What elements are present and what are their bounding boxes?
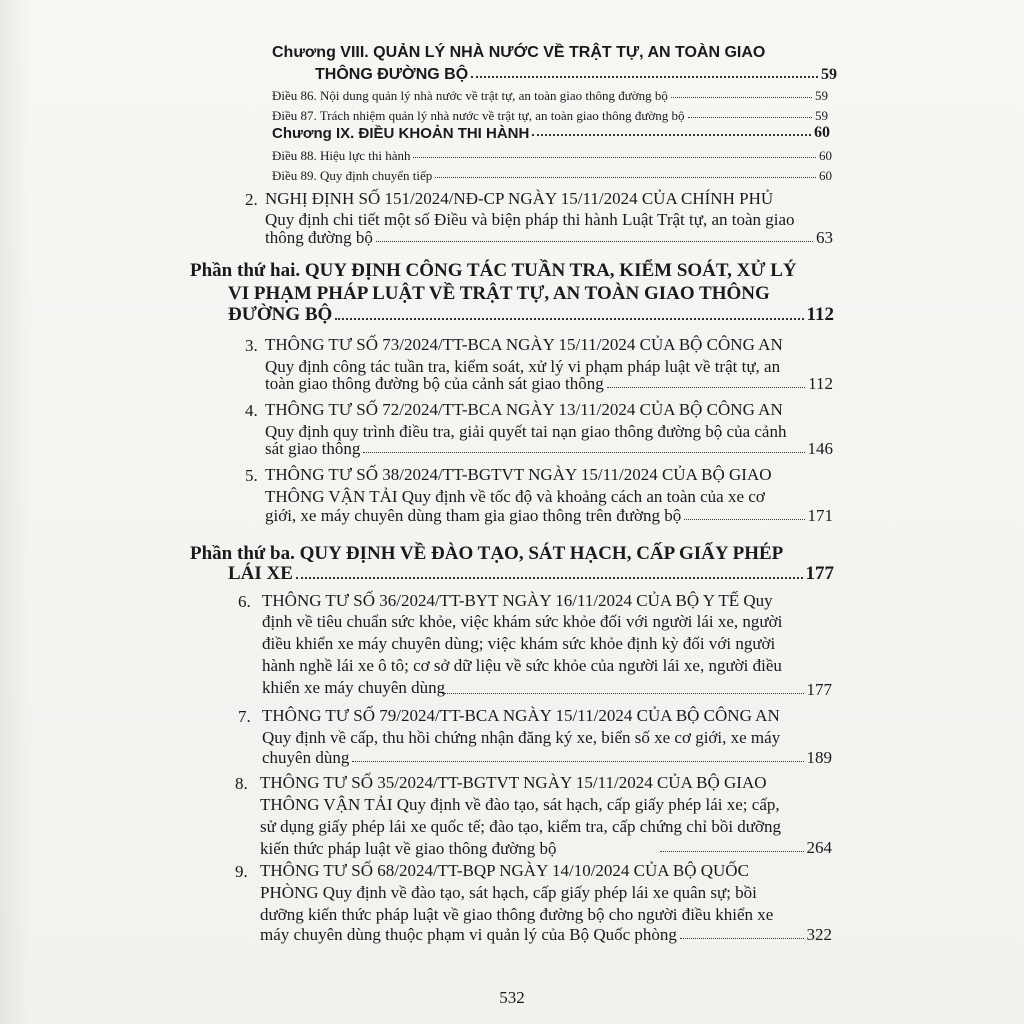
entry-line: THÔNG TƯ SỐ 73/2024/TT-BCA NGÀY 15/11/2024 CỦA BỘ CÔNG AN (265, 335, 783, 354)
part-two-line: Phần thứ hai. QUY ĐỊNH CÔNG TÁC TUẦN TRA, KIỂM SOÁT, XỬ LÝ (190, 260, 797, 281)
entry-page: 177 (806, 680, 832, 699)
entry-number: 3. (245, 336, 258, 355)
entry-line: khiển xe máy chuyên dùng (262, 678, 446, 697)
entry-line: THÔNG VẬN TẢI Quy định về tốc độ và khoảng cách an toàn của xe cơ (265, 487, 765, 506)
entry-number: 4. (245, 401, 258, 420)
chapter-ix-page: 60 (814, 124, 830, 141)
entry-page: 171 (807, 506, 833, 525)
entry-line: định về tiêu chuẩn sức khỏe, việc khám sức khỏe đối với người lái xe, người (262, 612, 783, 631)
entry-number: 7. (238, 707, 251, 726)
entry-line: THÔNG TƯ SỐ 72/2024/TT-BCA NGÀY 13/11/2024 CỦA BỘ CÔNG AN (265, 400, 783, 419)
article-86-text: Điều 86. Nội dung quản lý nhà nước về trật tự, an toàn giao thông đường bộ (272, 88, 668, 103)
entry-line: PHÒNG Quy định về đào tạo, sát hạch, cấp giấy phép lái xe quân sự; bồi (260, 883, 757, 902)
entry-line: THÔNG TƯ SỐ 38/2024/TT-BGTVT NGÀY 15/11/2024 CỦA BỘ GIAO (265, 465, 772, 484)
chapter-viii-row[interactable] (315, 66, 837, 84)
entry-line: Quy định về cấp, thu hồi chứng nhận đăng ký xe, biển số xe cơ giới, xe máy (262, 728, 781, 747)
entry-number: 9. (235, 862, 248, 881)
entry-last-line (265, 228, 833, 248)
entry-line: THÔNG TƯ SỐ 35/2024/TT-BGTVT NGÀY 15/11/2024 CỦA BỘ GIAO (260, 773, 767, 792)
article-86-row[interactable] (272, 88, 828, 104)
leader-dots (413, 157, 816, 158)
leader-dots (376, 241, 813, 242)
entry-line: sử dụng giấy phép lái xe quốc tế; đào tạo, kiểm tra, cấp chứng chỉ bồi dưỡng (260, 817, 781, 836)
leader-dots (335, 318, 803, 320)
entry-line: toàn giao thông đường bộ của cảnh sát giao thông (265, 374, 604, 393)
leader-dots (363, 452, 804, 453)
entry-page: 322 (806, 925, 832, 944)
leader-dots (680, 938, 804, 939)
chapter-ix-row[interactable] (272, 124, 830, 142)
leader-dots (296, 577, 803, 579)
entry-line: THÔNG TƯ SỐ 79/2024/TT-BCA NGÀY 15/11/2024 CỦA BỘ CÔNG AN (262, 706, 780, 725)
part-two-line: ĐƯỜNG BỘ (228, 304, 333, 325)
chapter-ix-title: Chương IX. ĐIỀU KHOẢN THI HÀNH (272, 125, 530, 142)
entry-last-line (265, 439, 833, 459)
leader-dots (471, 76, 818, 78)
entry-line: máy chuyên dùng thuộc phạm vi quản lý của Bộ Quốc phòng (260, 925, 677, 944)
article-89-row[interactable] (272, 168, 832, 184)
entry-number: 5. (245, 466, 258, 485)
entry-page: 112 (808, 374, 833, 393)
part-two-last-line (228, 304, 834, 326)
entry-line: sát giao thông (265, 439, 361, 458)
chapter-viii-title-cont: THÔNG ĐƯỜNG BỘ (315, 66, 469, 83)
part-three-page: 177 (805, 563, 834, 584)
entry-last-line (265, 506, 833, 526)
article-88-page: 60 (819, 148, 832, 163)
leader-dots (607, 387, 805, 388)
entry-page-line (260, 838, 832, 858)
article-89-page: 60 (819, 168, 832, 183)
article-89-text: Điều 89. Quy định chuyển tiếp (272, 168, 433, 183)
entry-line: THÔNG TƯ SỐ 36/2024/TT-BYT NGÀY 16/11/2024 CỦA BỘ Y TẾ Quy (262, 591, 773, 610)
leader-dots (532, 134, 811, 136)
entry-line: Quy định công tác tuần tra, kiểm soát, xử lý vi phạm pháp luật về trật tự, an (265, 357, 781, 376)
entry-line: Quy định quy trình điều tra, giải quyết tai nạn giao thông đường bộ của cảnh (265, 422, 787, 441)
part-three-line: Phần thứ ba. QUY ĐỊNH VỀ ĐÀO TẠO, SÁT HẠCH, CẤP GIẤY PHÉP (190, 543, 784, 564)
entry-line: chuyên dùng (262, 748, 350, 767)
entry-line: NGHỊ ĐỊNH SỐ 151/2024/NĐ-CP NGÀY 15/11/2024 CỦA CHÍNH PHỦ (265, 189, 774, 208)
entry-line: điều khiển xe máy chuyên dùng; việc khám sức khỏe định kỳ đối với người (262, 634, 776, 653)
entry-last-line (260, 925, 832, 945)
entry-page: 63 (816, 228, 833, 247)
entry-line: Quy định chi tiết một số Điều và biện pháp thi hành Luật Trật tự, an toàn giao (265, 210, 795, 229)
entry-number: 8. (235, 774, 248, 793)
leader-dots (442, 693, 804, 694)
entry-line: THÔNG VẬN TẢI Quy định về đào tạo, sát hạch, cấp giấy phép lái xe; cấp, (260, 795, 780, 814)
entry-line: kiến thức pháp luật về giao thông đường bộ (260, 839, 557, 858)
article-87-text: Điều 87. Trách nhiệm quản lý nhà nước về trật tự, an toàn giao thông đường bộ (272, 108, 685, 123)
leader-dots (688, 117, 812, 118)
entry-page-line (262, 680, 832, 700)
leader-dots (352, 761, 803, 762)
entry-page: 146 (807, 439, 833, 458)
entry-line: THÔNG TƯ SỐ 68/2024/TT-BQP NGÀY 14/10/2024 CỦA BỘ QUỐC (260, 861, 749, 880)
part-two-page: 112 (806, 304, 834, 325)
leader-dots (671, 97, 812, 98)
page-number: 532 (499, 988, 525, 1007)
leader-dots (660, 851, 804, 852)
leader-dots (684, 519, 804, 520)
page-shadow (0, 0, 30, 1024)
article-88-row[interactable] (272, 148, 832, 164)
entry-number: 6. (238, 592, 251, 611)
article-87-page: 59 (815, 108, 828, 123)
chapter-viii-page: 59 (821, 66, 837, 83)
article-86-page: 59 (815, 88, 828, 103)
entry-line: hành nghề lái xe ô tô; cơ sở dữ liệu về sức khỏe của người lái xe, người điều (262, 656, 782, 675)
entry-last-line (262, 748, 832, 768)
entry-line: thông đường bộ (265, 228, 373, 247)
part-three-last-line (228, 563, 834, 585)
article-87-row[interactable] (272, 108, 828, 124)
entry-page: 189 (806, 748, 832, 767)
entry-last-line (265, 374, 833, 394)
entry-page: 264 (806, 838, 832, 857)
article-88-text: Điều 88. Hiệu lực thi hành (272, 148, 411, 163)
chapter-viii-title: Chương VIII. QUẢN LÝ NHÀ NƯỚC VỀ TRẬT TỰ, AN TOÀN GIAO (272, 44, 766, 61)
entry-line: dưỡng kiến thức pháp luật về giao thông đường bộ cho người điều khiển xe (260, 905, 774, 924)
part-three-line: LÁI XE (228, 563, 293, 584)
entry-line: giới, xe máy chuyên dùng tham gia giao thông trên đường bộ (265, 506, 682, 525)
entry-number: 2. (245, 190, 258, 209)
part-two-line: VI PHẠM PHÁP LUẬT VỀ TRẬT TỰ, AN TOÀN GIAO THÔNG (228, 283, 770, 304)
leader-dots (435, 177, 816, 178)
